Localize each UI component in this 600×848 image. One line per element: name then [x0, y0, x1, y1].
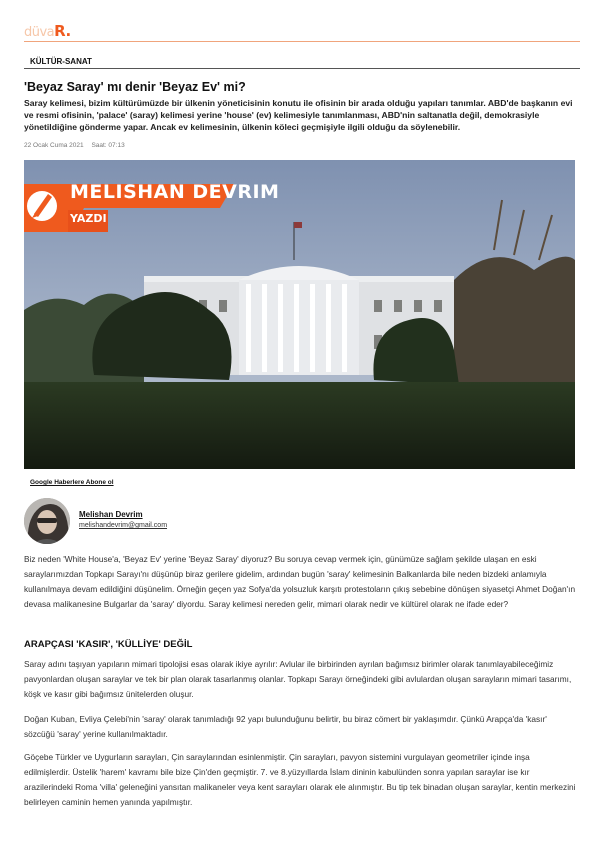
author-photo — [24, 498, 70, 544]
article-time: Saat: 07:13 — [91, 142, 125, 149]
article-title: 'Beyaz Saray' mı denir 'Beyaz Ev' mi? — [24, 80, 246, 94]
body-paragraph-1: Biz neden 'White House'a, 'Beyaz Ev' yerine 'Beyaz Saray' diyoruz? Bu soruya cevap vermek için, günümüze sağlam şekilde ulaşan en eski saraylarımızdan Topkapı Sarayı'nı düşünüp biraz gerilere gidelim, ardından bugün 'saray' kelimesinin Balkanlarda bile neden bizdeki anlamıyla kullanılmaya devam edildiğini düşünelim. Örneğin geçen yaz Sofya'da yolsuzluk karşıtı protestoların çıkış sebebine dönüşen siyasetçi Ahmet Doğan'ın devasa malikanesine Bulgarlar da 'saray' diyordu. Saray kelimesi nereden gelir, mimari olarak nedir ve kültürel olarak ne ifade eder? — [24, 554, 576, 609]
site-header — [24, 22, 580, 42]
logo-mark: R. — [54, 22, 71, 40]
author-name-link[interactable]: Melishan Devrim — [79, 510, 143, 519]
article-date: 22 Ocak Cuma 2021 — [24, 142, 84, 149]
body-paragraph-2: Saray adını taşıyan yapıların mimari tipolojisi esas olarak ikiye ayrılır: Avlular ile birbirinden ayrılan bağımsız birimler olarak tanımlayabileceğimiz pavyonlardan oluşan saraylar ve tek bir plan olarak tasarlanmış olanlar. Topkapı Sarayı örneğindeki gibi avlulardan oluşan sarayların mimari tasarımı, köşk ve kasır gibi bağımsız ünitelerden oluşur. — [24, 659, 572, 699]
author-email-link[interactable]: melishandevrim@gmail.com — [79, 522, 168, 529]
article-lead: Saray kelimesi, bizim kültürümüzde bir ülkenin yöneticisinin konutu ile ofisinin bir arada olduğu yapıları tanımlar. ABD'de başkanın evi ve resmi ofisinin, 'palace' (saray) kelimesi yerine 'house' (ev) kelimesiyle tanımlanması, ABD'nin saltanatla değil, demokrasiyle yönetildiğine gönderme yapar. Ancak ev kelimesinin, ülkenin köleci geçmişiyle ilgili olduğu da söylenebilir. — [24, 98, 573, 133]
body-paragraph-3: Doğan Kuban, Evliya Çelebi'nin 'saray' olarak tanımladığı 92 yapı bulunduğunu belirtir, bu biraz cömert bir yaklaşımdır. Çünkü Arapça'da 'kasır' sözcüğü 'saray' yerine kullanılmaktadır. — [24, 714, 547, 739]
logo-prefix: düva — [24, 25, 55, 40]
section-divider — [24, 68, 580, 69]
body-paragraph-4: Göçebe Türkler ve Uygurların sarayları, Çin saraylarından esinlenmiştir. Çin sarayları, pavyon sistemini vurgulayan geometriler içinde inşa edilmişlerdir. Üstelik 'harem' kavramı bile bize Çin'den geçmiştir. 7. ve 8.yüzyıllarda İslam dininin kabulünden sonra yapılan saraylar ise kır arazilerindeki Roma 'villa' geleneğini yansıtan malikaneler veya kent sarayları olarak ele alınmıştır. Bu tip tek binadan oluşan saraylar, kentin merkezini belirleyen caminin hemen yanında yapılmıştır. — [24, 752, 576, 807]
header-divider — [24, 41, 580, 42]
hero-image — [24, 160, 575, 469]
author-avatar[interactable] — [24, 498, 70, 544]
site-logo[interactable] — [24, 22, 71, 40]
banner-author-name: MELISHAN DEVRIM — [70, 181, 280, 203]
banner-label: YAZDI — [70, 212, 107, 225]
section-label[interactable]: KÜLTÜR-SANAT — [30, 57, 92, 66]
google-news-subscribe-link[interactable]: Google Haberlere Abone ol — [30, 479, 114, 486]
article-subheading: ARAPÇASI 'KASIR', 'KÜLLİYE' DEĞİL — [24, 639, 193, 650]
article-meta — [24, 142, 131, 149]
pen-icon — [27, 191, 57, 221]
white-house-illustration — [24, 160, 575, 469]
